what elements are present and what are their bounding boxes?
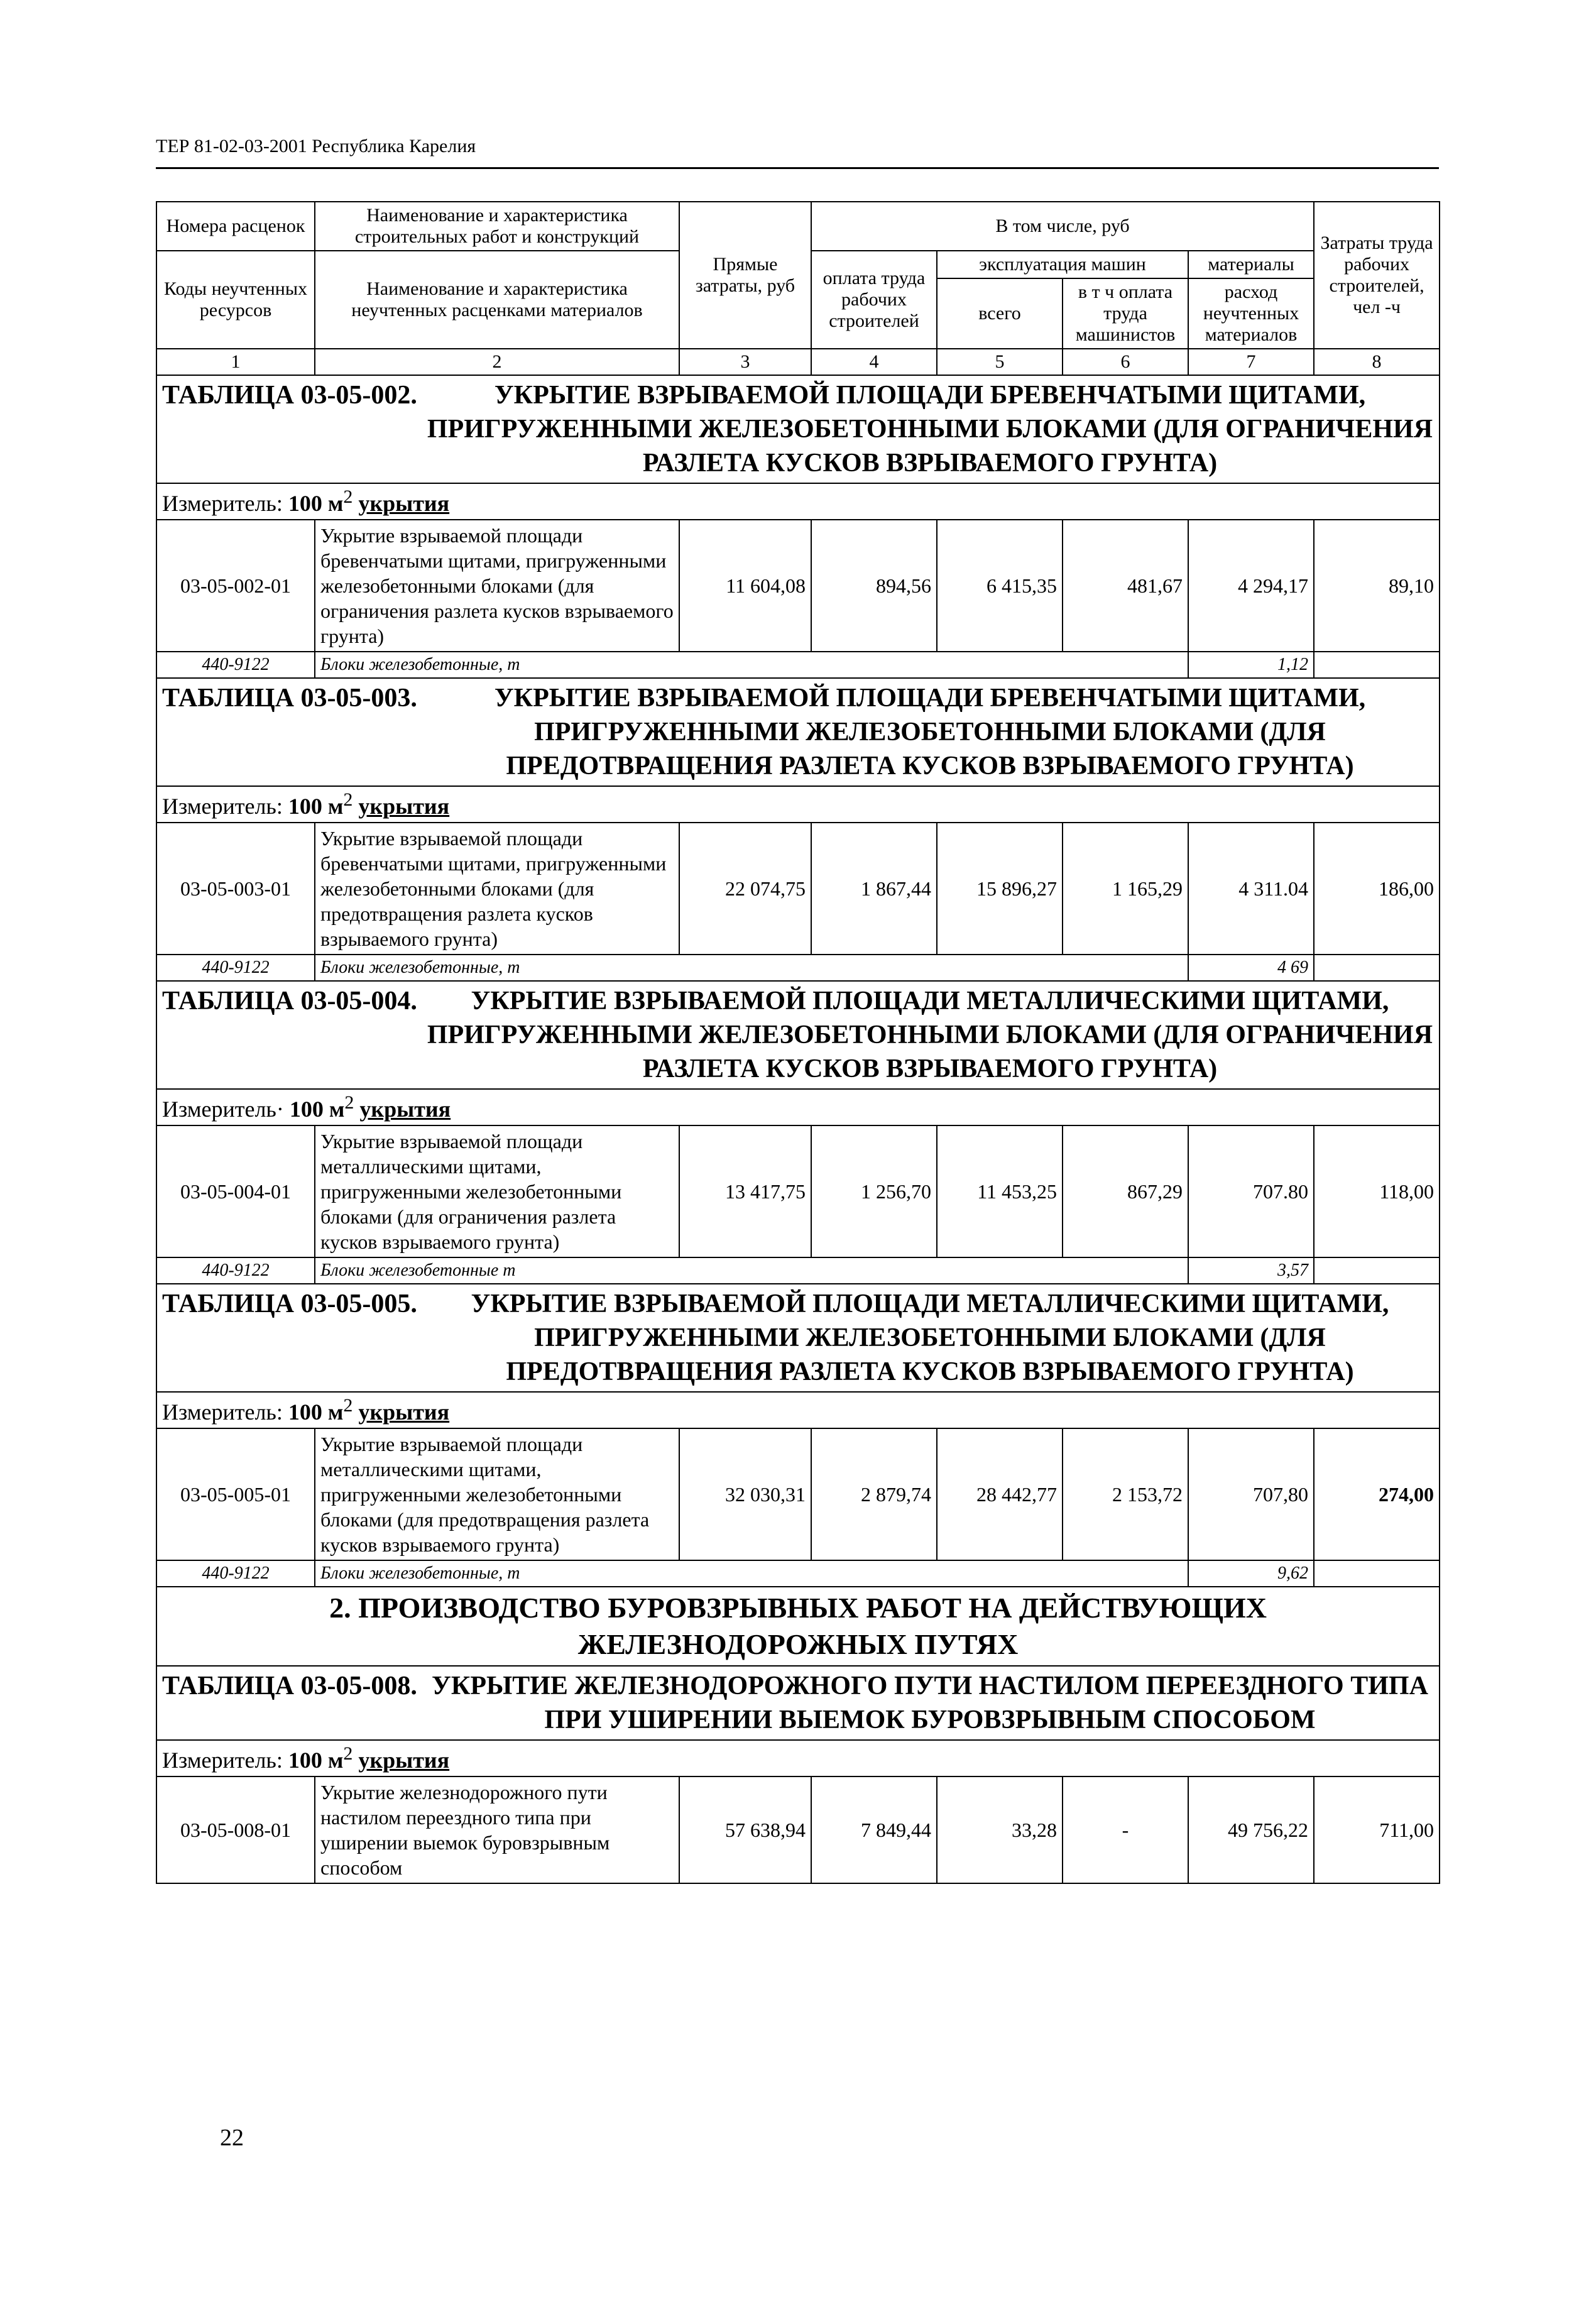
unit-of-measure: Измеритель: 100 $м^2$ укрытия: [156, 1740, 1440, 1776]
machines-total: 11 453,25: [937, 1125, 1063, 1257]
header-worker-pay: оплата труда рабочих строителей: [811, 251, 937, 349]
table-name: УКРЫТИЕ ВЗРЫВАЕМОЙ ПЛОЩАДИ МЕТАЛЛИЧЕСКИМИ ЩИТАМИ, ПРИГРУЖЕННЫМИ ЖЕЛЕЗОБЕТОННЫМИ БЛОКАМИ (ДЛЯ ПРЕДОТВРАЩЕНИЯ РАЗЛЕТА КУСКОВ ВЗРЫВАЕМОГО ГРУНТА): [471, 1289, 1389, 1386]
header-materials-name: Наименование и характеристика неучтенных расценками материалов: [315, 251, 679, 349]
rate-description: Укрытие взрываемой площади бревенчатыми щитами, пригруженными железобетонными блоками (для предотвращения разлета кусков взрываемого грунта): [315, 823, 679, 955]
machines-total: 33,28: [937, 1776, 1063, 1883]
header-rule: [156, 167, 1439, 169]
operator-pay: 2 153,72: [1063, 1428, 1188, 1560]
resource-name: Блоки железобетонные, т: [315, 1560, 1188, 1587]
machines-total: 6 415,35: [937, 520, 1063, 652]
table-title-row: [156, 1666, 1440, 1740]
materials-cost: 49 756,22: [1188, 1776, 1314, 1883]
table-label: ТАБЛИЦА 03-05-008.: [162, 1672, 417, 1700]
resource-quantity: 3,57: [1188, 1257, 1314, 1284]
table-label: ТАБЛИЦА 03-05-002.: [162, 381, 417, 410]
resource-quantity: 9,62: [1188, 1560, 1314, 1587]
labor-hours: 89,10: [1314, 520, 1440, 652]
rate-code: 03-05-003-01: [156, 823, 315, 955]
direct-costs: 11 604,08: [679, 520, 811, 652]
operator-pay: -: [1063, 1776, 1188, 1883]
header-materials: материалы: [1188, 251, 1314, 278]
rates-table: [156, 201, 1440, 1884]
resource-quantity: 4 69: [1188, 955, 1314, 981]
column-number: 6: [1063, 349, 1188, 375]
header-row-1: [156, 202, 1440, 251]
table-name: УКРЫТИЕ ВЗРЫВАЕМОЙ ПЛОЩАДИ БРЕВЕНЧАТЫМИ ЩИТАМИ, ПРИГРУЖЕННЫМИ ЖЕЛЕЗОБЕТОННЫМИ БЛОКАМИ (ДЛЯ ПРЕДОТВРАЩЕНИЯ РАЗЛЕТА КУСКОВ ВЗРЫВАЕМОГО ГРУНТА): [494, 684, 1366, 780]
meter-row: [156, 1089, 1440, 1125]
empty-cell: [1314, 955, 1440, 981]
resource-row: [156, 1257, 1440, 1284]
worker-pay: 1 256,70: [811, 1125, 937, 1257]
labor-hours: 186,00: [1314, 823, 1440, 955]
table-title-row: [156, 678, 1440, 786]
table-title-row: [156, 1284, 1440, 1392]
rate-description: Укрытие взрываемой площади металлическими щитами, пригруженными железобетонными блоками (для ограничения разлета кусков взрываемого грунта): [315, 1125, 679, 1257]
materials-cost: 4 294,17: [1188, 520, 1314, 652]
header-rate-numbers: Номера расценок: [156, 202, 315, 251]
table-name: УКРЫТИЕ ЖЕЛЕЗНОДОРОЖНОГО ПУТИ НАСТИЛОМ ПЕРЕЕЗДНОГО ТИПА ПРИ УШИРЕНИИ ВЫЕМОК БУРОВЗРЫВНЫМ СПОСОБОМ: [432, 1672, 1428, 1734]
resource-code: 440-9122: [156, 1560, 315, 1587]
rate-code: 03-05-004-01: [156, 1125, 315, 1257]
header-resource-codes: Коды неучтенных ресурсов: [156, 251, 315, 349]
meter-row: [156, 1740, 1440, 1776]
table-name: УКРЫТИЕ ВЗРЫВАЕМОЙ ПЛОЩАДИ МЕТАЛЛИЧЕСКИМИ ЩИТАМИ, ПРИГРУЖЕННЫМИ ЖЕЛЕЗОБЕТОННЫМИ БЛОКАМИ (ДЛЯ ОГРАНИЧЕНИЯ РАЗЛЕТА КУСКОВ ВЗРЫВАЕМОГО ГРУНТА): [427, 987, 1433, 1083]
operator-pay: 481,67: [1063, 520, 1188, 652]
running-head: ТЕР 81-02-03-2001 Республика Карелия: [156, 136, 476, 156]
rate-description: Укрытие взрываемой площади металлическими щитами, пригруженными железобетонными блоками (для предотвращения разлета кусков взрываемого грунта): [315, 1428, 679, 1560]
page-number: 22: [220, 2125, 244, 2151]
unit-of-measure: Измеритель: 100 $м^2$ укрытия: [156, 786, 1440, 823]
resource-code: 440-9122: [156, 955, 315, 981]
resource-row: [156, 1560, 1440, 1587]
rate-code: 03-05-005-01: [156, 1428, 315, 1560]
empty-cell: [1314, 1560, 1440, 1587]
resource-name: Блоки железобетонные, т: [315, 652, 1188, 678]
resource-code: 440-9122: [156, 1257, 315, 1284]
table-title-row: [156, 981, 1440, 1089]
header-machines-total: всего: [937, 278, 1063, 349]
section-heading: 2. ПРОИЗВОДСТВО БУРОВЗРЫВНЫХ РАБОТ НА ДЕЙСТВУЮЩИХ ЖЕЛЕЗНОДОРОЖНЫХ ПУТЯХ: [156, 1587, 1440, 1666]
rate-description: Укрытие взрываемой площади бревенчатыми щитами, пригруженными железобетонными блоками (для ограничения разлета кусков взрываемого грунта): [315, 520, 679, 652]
labor-hours: 711,00: [1314, 1776, 1440, 1883]
table-label: ТАБЛИЦА 03-05-003.: [162, 684, 417, 713]
resource-row: [156, 652, 1440, 678]
table-title: [156, 375, 1440, 483]
direct-costs: 57 638,94: [679, 1776, 811, 1883]
labor-hours: 118,00: [1314, 1125, 1440, 1257]
operator-pay: 1 165,29: [1063, 823, 1188, 955]
unit-of-measure: Измеритель: 100 $м^2$ укрытия: [156, 483, 1440, 520]
rate-row: [156, 1125, 1440, 1257]
resource-row: [156, 955, 1440, 981]
column-number: 3: [679, 349, 811, 375]
header-direct-costs: Прямые затраты, руб: [679, 202, 811, 349]
header-operator-pay: в т ч оплата труда машинистов: [1063, 278, 1188, 349]
materials-cost: 707,80: [1188, 1428, 1314, 1560]
resource-name: Блоки железобетонные т: [315, 1257, 1188, 1284]
worker-pay: 1 867,44: [811, 823, 937, 955]
resource-quantity: 1,12: [1188, 652, 1314, 678]
worker-pay: 894,56: [811, 520, 937, 652]
rate-row: [156, 1776, 1440, 1883]
empty-cell: [1314, 652, 1440, 678]
header-materials-use: расход неучтенных материалов: [1188, 278, 1314, 349]
unit-of-measure: Измеритель: 100 $м^2$ укрытия: [156, 1392, 1440, 1428]
column-number: 7: [1188, 349, 1314, 375]
empty-cell: [1314, 1257, 1440, 1284]
machines-total: 28 442,77: [937, 1428, 1063, 1560]
rate-code: 03-05-002-01: [156, 520, 315, 652]
table-title-row: [156, 375, 1440, 483]
table-label: ТАБЛИЦА 03-05-004.: [162, 987, 417, 1015]
rate-code: 03-05-008-01: [156, 1776, 315, 1883]
header-labor-hours: Затраты труда рабочих строителей, чел -ч: [1314, 202, 1440, 349]
operator-pay: 867,29: [1063, 1125, 1188, 1257]
resource-code: 440-9122: [156, 652, 315, 678]
table-name: УКРЫТИЕ ВЗРЫВАЕМОЙ ПЛОЩАДИ БРЕВЕНЧАТЫМИ ЩИТАМИ, ПРИГРУЖЕННЫМИ ЖЕЛЕЗОБЕТОННЫМИ БЛОКАМИ (ДЛЯ ОГРАНИЧЕНИЯ РАЗЛЕТА КУСКОВ ВЗРЫВАЕМОГО ГРУНТА): [427, 381, 1433, 478]
rate-row: [156, 1428, 1440, 1560]
header-machines: эксплуатация машин: [937, 251, 1188, 278]
column-number: 4: [811, 349, 937, 375]
table-title: [156, 1666, 1440, 1740]
section-row: [156, 1587, 1440, 1666]
rate-row: [156, 520, 1440, 652]
labor-hours: 274,00: [1314, 1428, 1440, 1560]
table-title: [156, 981, 1440, 1089]
machines-total: 15 896,27: [937, 823, 1063, 955]
meter-row: [156, 786, 1440, 823]
header-including: В том числе, руб: [811, 202, 1314, 251]
column-number: 5: [937, 349, 1063, 375]
meter-row: [156, 1392, 1440, 1428]
rate-description: Укрытие железнодорожного пути настилом переездного типа при уширении выемок буровзрывным способом: [315, 1776, 679, 1883]
worker-pay: 2 879,74: [811, 1428, 937, 1560]
materials-cost: 707.80: [1188, 1125, 1314, 1257]
direct-costs: 13 417,75: [679, 1125, 811, 1257]
worker-pay: 7 849,44: [811, 1776, 937, 1883]
column-number: 2: [315, 349, 679, 375]
direct-costs: 32 030,31: [679, 1428, 811, 1560]
column-number: 8: [1314, 349, 1440, 375]
resource-name: Блоки железобетонные, т: [315, 955, 1188, 981]
column-number: 1: [156, 349, 315, 375]
table-title: [156, 1284, 1440, 1392]
direct-costs: 22 074,75: [679, 823, 811, 955]
column-numbers-row: [156, 349, 1440, 375]
rate-row: [156, 823, 1440, 955]
header-work-name: Наименование и характеристика строительных работ и конструкций: [315, 202, 679, 251]
materials-cost: 4 311.04: [1188, 823, 1314, 955]
meter-row: [156, 483, 1440, 520]
table-title: [156, 678, 1440, 786]
unit-of-measure: Измеритель· 100 $м^2$ укрытия: [156, 1089, 1440, 1125]
table-label: ТАБЛИЦА 03-05-005.: [162, 1289, 417, 1318]
